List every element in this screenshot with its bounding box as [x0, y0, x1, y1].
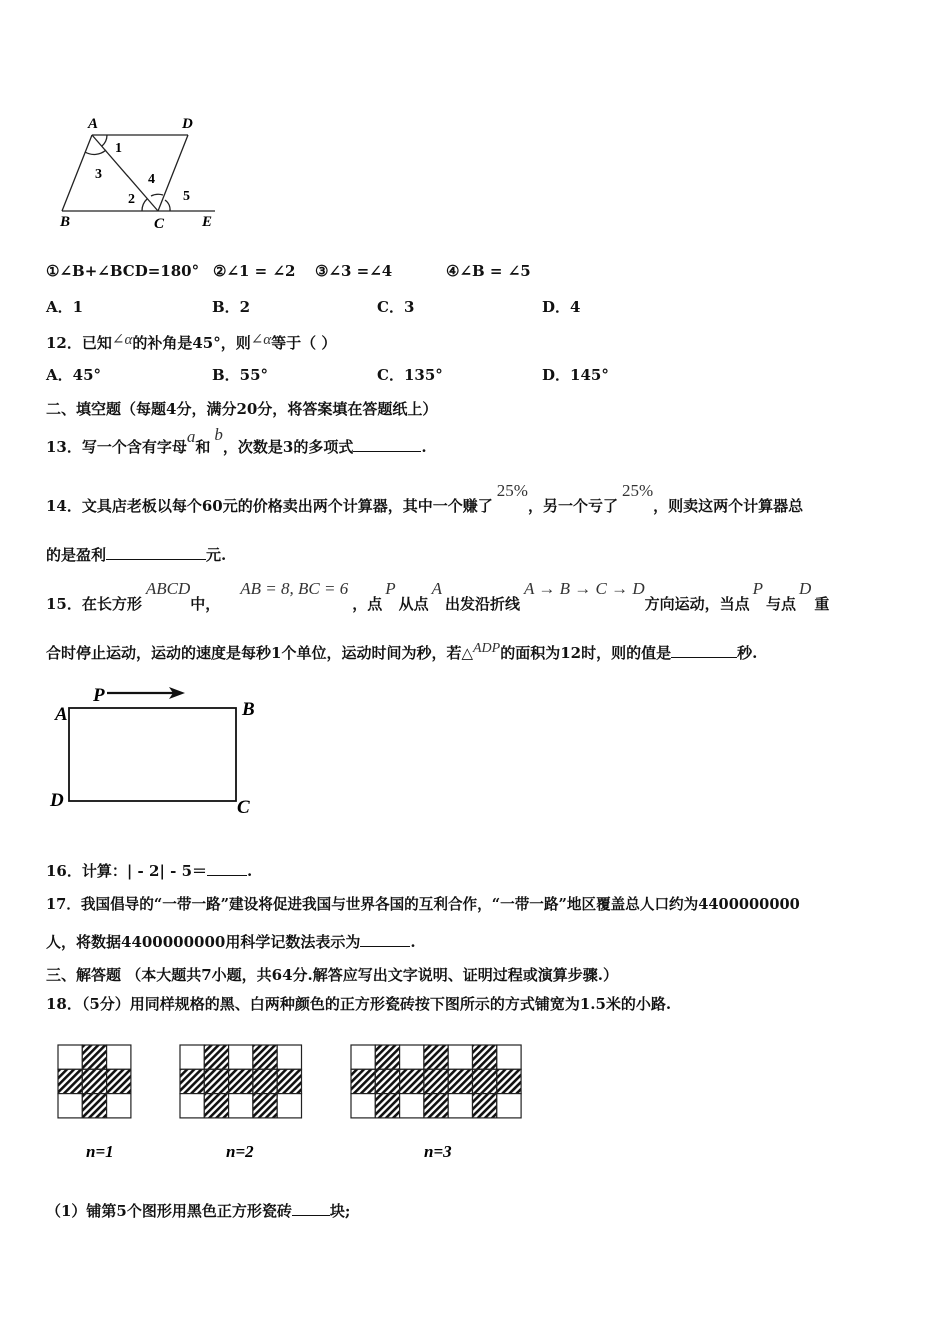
q18-sub-1	[46, 1200, 350, 1221]
black-tile	[204, 1045, 228, 1069]
black-tile	[82, 1045, 106, 1069]
tile-pattern-figure	[50, 1035, 530, 1170]
black-tile	[253, 1045, 277, 1069]
black-tile	[400, 1069, 424, 1093]
q12-option-b: B．55°	[212, 366, 269, 384]
black-tile	[473, 1069, 497, 1093]
q14-answer-blank[interactable]	[106, 545, 206, 560]
white-tile	[351, 1045, 375, 1069]
white-tile	[351, 1094, 375, 1118]
q13-suffix: ，次数是3的多项式	[222, 438, 354, 456]
white-tile	[448, 1045, 472, 1069]
q15-coincide: 重	[814, 595, 830, 613]
white-tile	[497, 1094, 521, 1118]
angle-label-1: 1	[115, 141, 122, 156]
q15-in: 中，	[190, 595, 221, 613]
white-tile	[229, 1094, 253, 1118]
q13-stem	[46, 425, 427, 456]
white-tile	[107, 1045, 131, 1069]
black-tile	[351, 1069, 375, 1093]
q18-sub1-answer-blank[interactable]	[292, 1201, 330, 1216]
q12-angle-2: ∠α	[250, 332, 272, 348]
label-C: C	[154, 216, 165, 232]
label-A: A	[88, 116, 99, 132]
q12-option-c: C．135°	[377, 366, 443, 384]
q14-suffix: ，则卖这两个计算器总	[653, 497, 804, 515]
q11-condition-2: ②∠1 = ∠2	[213, 262, 296, 280]
q13-prefix: 13．写一个含有字母	[46, 438, 187, 456]
white-tile	[277, 1045, 301, 1069]
q18-sub1-prefix: （1）铺第5个图形用黑色正方形瓷砖	[46, 1202, 292, 1220]
q13-var-a: a	[186, 427, 196, 446]
black-tile	[107, 1069, 131, 1093]
q13-end: .	[421, 438, 427, 456]
q14-line2-suffix: 元.	[206, 546, 227, 564]
q15-lengths: AB = 8, BC = 6	[240, 579, 349, 598]
q15-line2-prefix: 合时停止运动，运动的速度是每秒1个单位，运动时间为秒，若△	[46, 644, 473, 662]
q15-line2-suffix: 秒.	[737, 644, 758, 662]
q15-prefix: 15．在长方形	[46, 595, 142, 613]
q11-option-a: A．1	[46, 298, 84, 316]
white-tile	[277, 1094, 301, 1118]
q15-line-2	[46, 636, 758, 662]
q12-option-a: A．45°	[46, 366, 102, 384]
rect-label-D: D	[50, 790, 64, 811]
black-tile	[204, 1069, 228, 1093]
black-tile	[229, 1069, 253, 1093]
q15-from: 从点	[398, 595, 429, 613]
q15-with: 与点	[766, 595, 797, 613]
q15-path: A → B → C → D	[524, 579, 645, 598]
white-tile	[107, 1094, 131, 1118]
white-tile	[229, 1045, 253, 1069]
q16-text: 16．计算：| - 2| - 5＝	[46, 862, 208, 880]
black-tile	[253, 1094, 277, 1118]
q15-rect-name: ABCD	[145, 579, 191, 598]
q17-answer-blank[interactable]	[360, 932, 410, 947]
q11-option-d: D．4	[542, 298, 581, 316]
white-tile	[400, 1045, 424, 1069]
q14-prefix: 14．文具店老板以每个60元的价格卖出两个计算器，其中一个赚了	[46, 497, 493, 515]
black-tile	[448, 1069, 472, 1093]
q17-line2-suffix: .	[410, 933, 416, 951]
black-tile	[424, 1094, 448, 1118]
black-tile	[204, 1094, 228, 1118]
black-tile	[82, 1069, 106, 1093]
rect-label-C: C	[237, 797, 250, 818]
q15-comma: ，点	[352, 595, 383, 613]
angle-label-2: 2	[128, 192, 135, 207]
q12-suffix: 等于（ ）	[271, 334, 337, 352]
black-tile	[58, 1069, 82, 1093]
q13-and: 和	[195, 438, 211, 456]
q15-point-d: D	[799, 579, 812, 598]
q15-line2-middle: 的面积为12时，则的值是	[500, 644, 672, 662]
q12-middle: 的补角是45°，则	[132, 334, 251, 352]
q15-point-p-2: P	[752, 579, 764, 598]
q11-condition-4: ④∠B = ∠5	[446, 262, 531, 280]
section-3-title: 三、解答题 （本大题共7小题，共64分.解答应写出文字说明、证明过程或演算步骤.）	[46, 966, 618, 984]
black-tile	[180, 1069, 204, 1093]
white-tile	[448, 1094, 472, 1118]
q15-point-p-1: P	[385, 579, 396, 598]
q13-var-b: b	[214, 425, 223, 444]
q12-angle-1: ∠α	[111, 332, 133, 348]
q16-stem	[46, 860, 252, 881]
label-E: E	[202, 214, 213, 230]
q16-answer-blank[interactable]	[207, 861, 247, 876]
q15-answer-blank[interactable]	[671, 643, 737, 658]
q15-point-a: A	[431, 579, 443, 598]
white-tile	[180, 1094, 204, 1118]
label-D: D	[182, 116, 193, 132]
black-tile	[253, 1069, 277, 1093]
q12-option-d: D．145°	[542, 366, 609, 384]
white-tile	[58, 1045, 82, 1069]
q15-along: 出发沿折线	[445, 595, 521, 613]
q12-prefix: 12．已知	[46, 334, 112, 352]
q17-line2-prefix: 人，将数据4400000000用科学记数法表示为	[46, 933, 361, 951]
black-tile	[473, 1094, 497, 1118]
q11-option-c: C．3	[377, 298, 415, 316]
q18-sub1-suffix: 块;	[329, 1202, 351, 1220]
q11-condition-3: ③∠3 =∠4	[315, 262, 393, 280]
rect-label-B: B	[242, 699, 255, 720]
angle-label-5: 5	[183, 189, 190, 204]
white-tile	[180, 1045, 204, 1069]
q14-line-1	[46, 480, 804, 515]
white-tile	[400, 1094, 424, 1118]
black-tile	[424, 1069, 448, 1093]
q11-option-b: B．2	[212, 298, 251, 316]
black-tile	[375, 1069, 399, 1093]
rect-label-P: P	[93, 685, 105, 706]
q14-line-2	[46, 544, 226, 565]
rect-label-A: A	[55, 704, 68, 725]
black-tile	[497, 1069, 521, 1093]
black-tile	[473, 1045, 497, 1069]
q18-stem: 18．（5分）用同样规格的黑、白两种颜色的正方形瓷砖按下图所示的方式铺宽为1.5米的小路.	[46, 995, 672, 1013]
black-tile	[375, 1094, 399, 1118]
parallelogram-figure	[55, 112, 235, 237]
angle-label-4: 4	[148, 172, 155, 187]
caption-n2: n=2	[226, 1142, 254, 1161]
q11-condition-2-wrap	[213, 262, 295, 280]
q17-line-2	[46, 931, 416, 952]
q13-answer-blank[interactable]	[353, 437, 421, 452]
q11-condition-1: ①∠B+∠BCD=180°	[46, 262, 200, 280]
q17-line-1: 17．我国倡导的“一带一路”建设将促进我国与世界各国的互利合作，“一带一路”地区覆盖总人口约为4400000000	[46, 896, 800, 913]
black-tile	[82, 1094, 106, 1118]
q15-line-1	[46, 578, 830, 613]
q14-line2-prefix: 的是盈利	[46, 546, 107, 564]
q14-percent-2: 25%	[621, 481, 654, 500]
caption-n3: n=3	[424, 1142, 452, 1161]
q15-direction: 方向运动，当点	[644, 595, 750, 613]
q16-end: .	[247, 862, 253, 880]
caption-n1: n=1	[86, 1142, 114, 1161]
section-2-title: 二、填空题（每题4分，满分20分，将答案填在答题纸上）	[46, 400, 438, 418]
q11-conditions	[46, 262, 199, 280]
black-tile	[424, 1045, 448, 1069]
angle-label-3: 3	[95, 167, 102, 182]
q15-triangle: ADP	[472, 641, 501, 656]
q12-stem	[46, 330, 336, 353]
q11-condition-4-wrap	[446, 262, 531, 280]
q14-percent-1: 25%	[496, 481, 528, 500]
white-tile	[58, 1094, 82, 1118]
white-tile	[497, 1045, 521, 1069]
black-tile	[375, 1045, 399, 1069]
rectangle-figure	[45, 680, 270, 820]
q14-middle: ，另一个亏了	[527, 497, 618, 515]
black-tile	[277, 1069, 301, 1093]
label-B: B	[60, 214, 71, 230]
q11-condition-3-wrap	[315, 262, 392, 280]
